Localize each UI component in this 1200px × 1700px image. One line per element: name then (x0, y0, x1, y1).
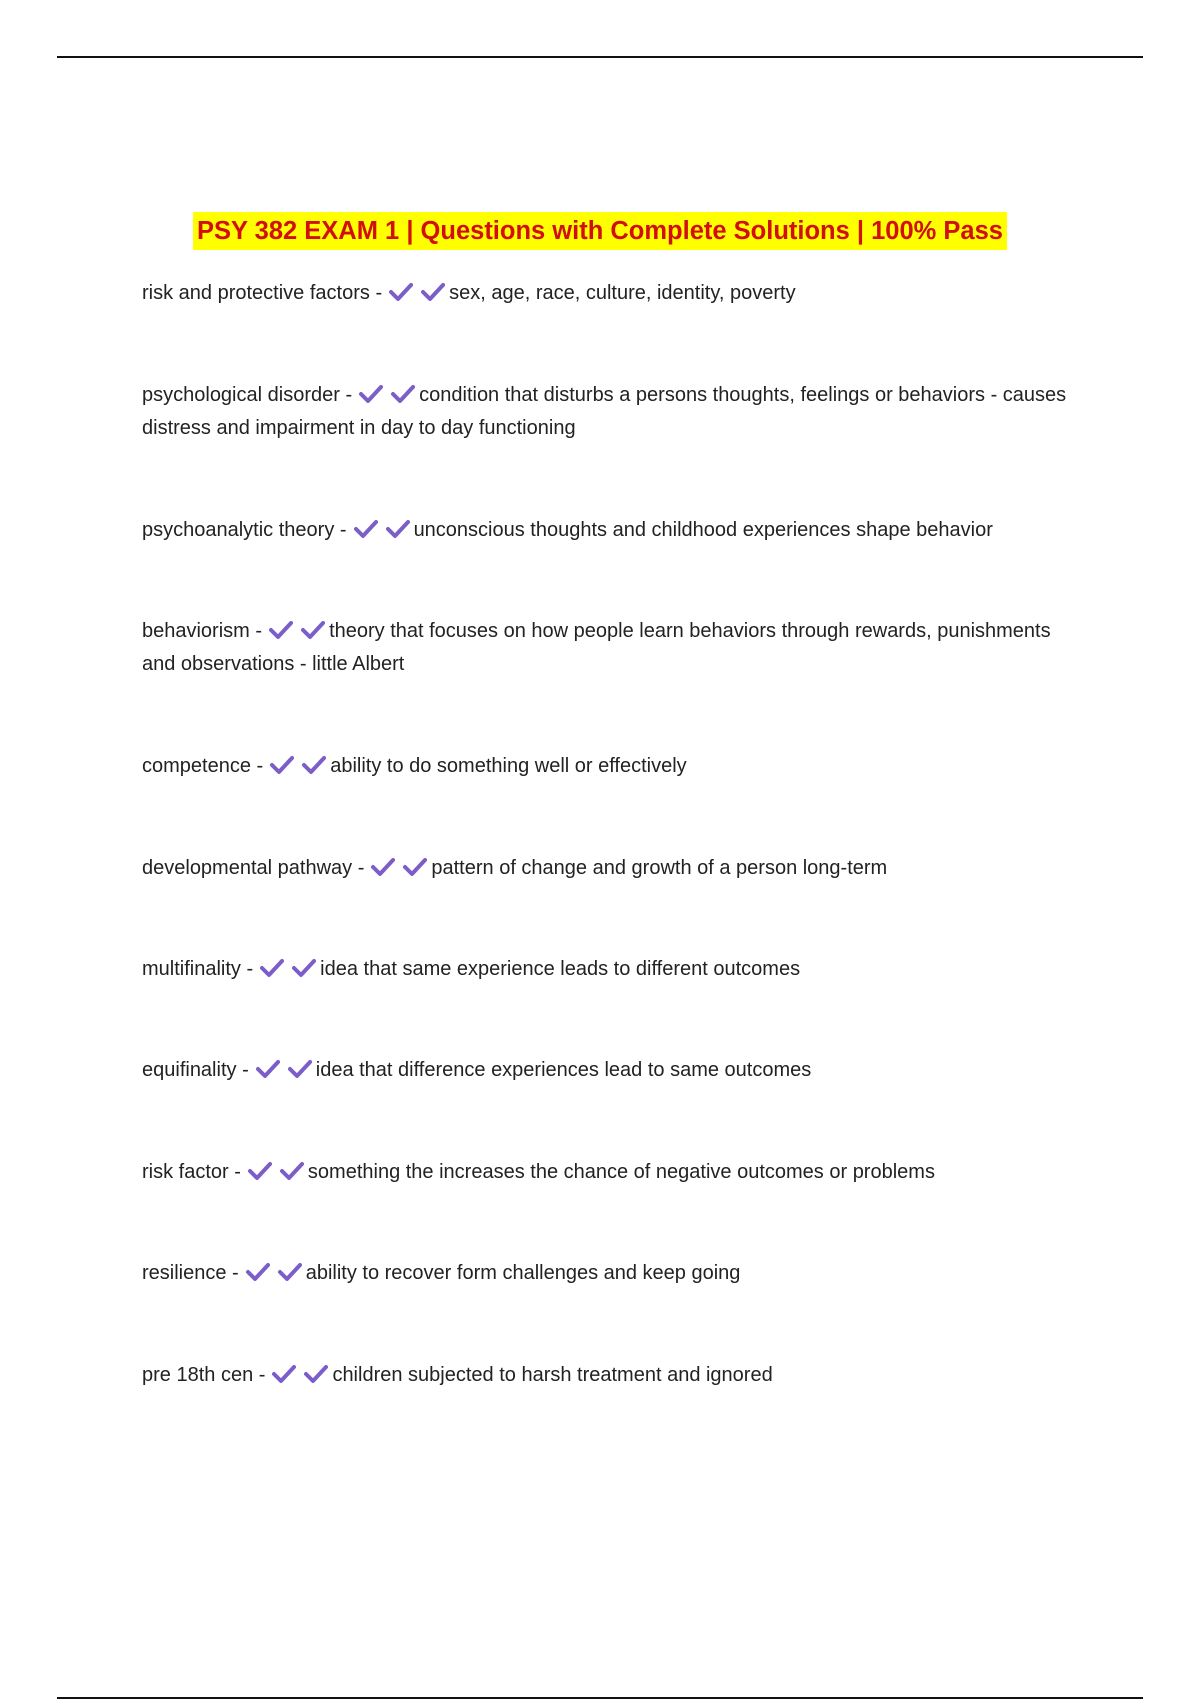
qa-term: psychoanalytic theory (142, 519, 335, 541)
qa-separator: - (234, 1161, 241, 1183)
qa-definition: ability to do something well or effectively (330, 755, 687, 777)
check-icon (388, 281, 413, 303)
qa-item (142, 1054, 1077, 1087)
document-title: PSY 382 EXAM 1 | Questions with Complete Solutions | 100% Pass (193, 212, 1007, 250)
qa-definition: idea that difference experiences lead to same outcomes (315, 1059, 812, 1081)
qa-item (142, 1359, 1077, 1392)
qa-term: competence (142, 755, 251, 777)
qa-definition: something the increases the chance of negative outcomes or problems (307, 1161, 935, 1183)
check-icon (255, 1058, 280, 1080)
qa-separator: - (246, 958, 254, 980)
qa-separator: - (357, 857, 365, 879)
check-icon (279, 1160, 304, 1182)
check-icon (245, 1261, 270, 1283)
qa-definition: idea that same experience leads to different outcomes (320, 958, 801, 980)
check-icon (303, 1363, 328, 1385)
bottom-rule (57, 1697, 1143, 1699)
check-icon (358, 383, 383, 405)
qa-item (142, 1156, 1077, 1189)
check-icon (287, 1058, 312, 1080)
qa-term: developmental pathway (142, 857, 353, 879)
check-icon (390, 383, 415, 405)
check-icon (301, 754, 326, 776)
qa-term: resilience (142, 1262, 227, 1284)
qa-separator: - (255, 620, 263, 642)
qa-separator: - (258, 1364, 266, 1386)
qa-separator: - (345, 384, 353, 406)
qa-definition: condition that disturbs a persons thoughts, feelings or behaviors - causes distress and impairment in day to day functioning (142, 384, 1067, 439)
check-icon (247, 1160, 272, 1182)
check-icon (420, 281, 445, 303)
qa-term: risk factor (142, 1161, 229, 1183)
qa-separator: - (339, 519, 347, 541)
check-icon (300, 619, 325, 641)
qa-definition: sex, age, race, culture, identity, poverty (449, 282, 796, 304)
qa-item (142, 852, 1077, 885)
qa-term: behaviorism (142, 620, 250, 642)
qa-definition: ability to recover form challenges and keep going (305, 1262, 741, 1284)
qa-definition: unconscious thoughts and childhood experiences shape behavior (413, 519, 993, 541)
check-icon (291, 957, 316, 979)
check-icon (402, 856, 427, 878)
qa-item (142, 1257, 1077, 1290)
qa-item (142, 277, 1077, 310)
qa-term: pre 18th cen (142, 1364, 254, 1386)
qa-item (142, 379, 1077, 445)
qa-term: multifinality (142, 958, 241, 980)
qa-definition: children subjected to harsh treatment and ignored (332, 1364, 773, 1386)
qa-separator: - (232, 1262, 239, 1284)
qa-definition: pattern of change and growth of a person long-term (431, 857, 888, 879)
qa-term: risk and protective factors (142, 282, 370, 304)
check-icon (385, 518, 410, 540)
qa-item (142, 953, 1077, 986)
qa-item (142, 514, 1077, 547)
check-icon (269, 754, 294, 776)
check-icon (353, 518, 378, 540)
qa-separator: - (242, 1059, 249, 1081)
qa-definition: theory that focuses on how people learn behaviors through rewards, punishments and observations - little Albert (142, 620, 1051, 675)
qa-separator: - (375, 282, 383, 304)
qa-item (142, 615, 1077, 681)
check-icon (370, 856, 395, 878)
check-icon (259, 957, 284, 979)
check-icon (271, 1363, 296, 1385)
qa-separator: - (256, 755, 264, 777)
qa-term: psychological disorder (142, 384, 340, 406)
qa-item (142, 750, 1077, 783)
qa-term: equifinality (142, 1059, 237, 1081)
check-icon (268, 619, 293, 641)
check-icon (277, 1261, 302, 1283)
